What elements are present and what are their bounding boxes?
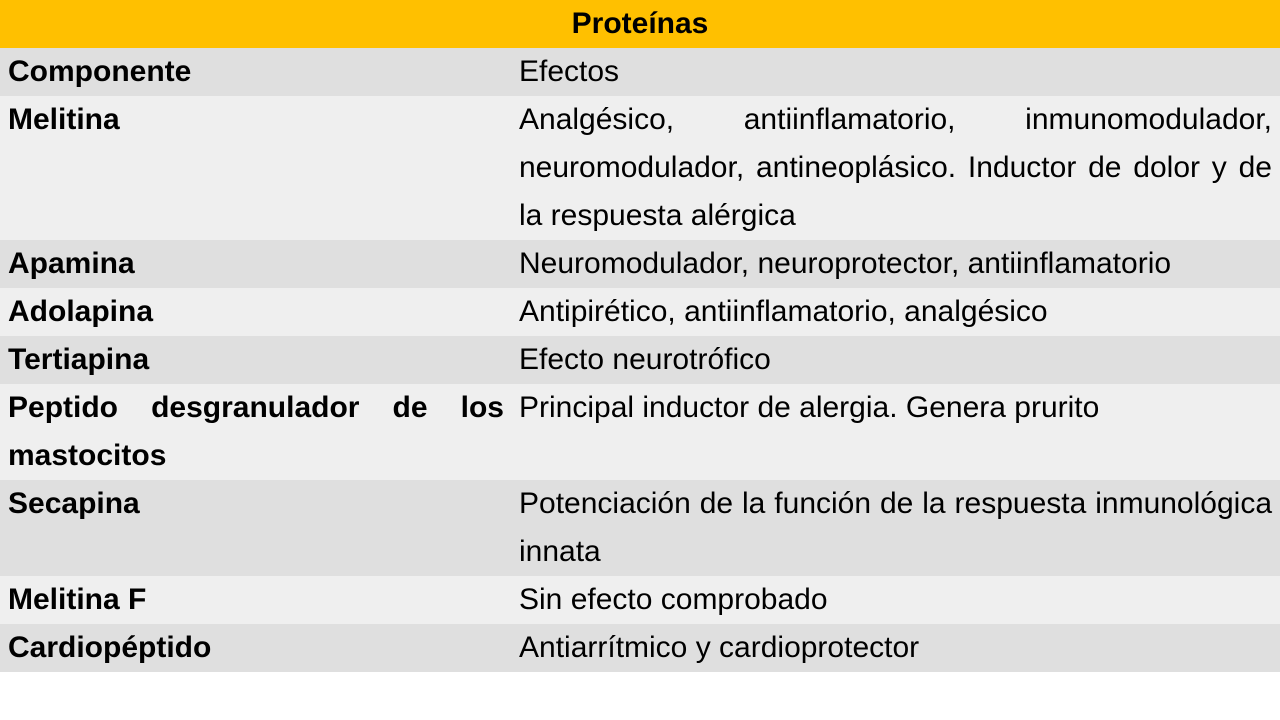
proteins-table bbox=[0, 48, 1280, 672]
table-header-row bbox=[0, 48, 1280, 96]
component-cell: Peptido desgranulador de los mastocitos bbox=[8, 391, 504, 472]
effects-cell: Efecto neurotrófico bbox=[519, 343, 771, 376]
table-title: Proteínas bbox=[0, 0, 1280, 48]
effects-cell: Potenciación de la función de la respuesta inmunológica innata bbox=[519, 487, 1272, 568]
effects-cell: Sin efecto comprobado bbox=[519, 583, 828, 616]
table-row bbox=[0, 336, 1280, 384]
effects-cell: Antiarrítmico y cardioprotector bbox=[519, 631, 920, 664]
table-row bbox=[0, 240, 1280, 288]
header-effects: Efectos bbox=[519, 55, 620, 88]
table-row bbox=[0, 288, 1280, 336]
effects-cell: Analgésico, antiinflamatorio, inmunomodulador, neuromodulador, antineoplásico. Inductor de dolor y de la respuesta alérgica bbox=[519, 103, 1272, 232]
component-cell: Melitina F bbox=[8, 583, 147, 616]
table-row bbox=[0, 576, 1280, 624]
table-row bbox=[0, 480, 1280, 576]
effects-cell: Antipirético, antiinflamatorio, analgésico bbox=[519, 295, 1048, 328]
component-cell: Melitina bbox=[8, 103, 120, 136]
effects-cell: Principal inductor de alergia. Genera prurito bbox=[519, 391, 1100, 424]
effects-cell: Neuromodulador, neuroprotector, antiinflamatorio bbox=[519, 247, 1172, 280]
component-cell: Cardiopéptido bbox=[8, 631, 212, 664]
component-cell: Tertiapina bbox=[8, 343, 150, 376]
component-cell: Apamina bbox=[8, 247, 135, 280]
header-component: Componente bbox=[8, 55, 192, 88]
table-row bbox=[0, 624, 1280, 672]
component-cell: Secapina bbox=[8, 487, 140, 520]
table-row bbox=[0, 96, 1280, 240]
table-row bbox=[0, 384, 1280, 480]
component-cell: Adolapina bbox=[8, 295, 154, 328]
